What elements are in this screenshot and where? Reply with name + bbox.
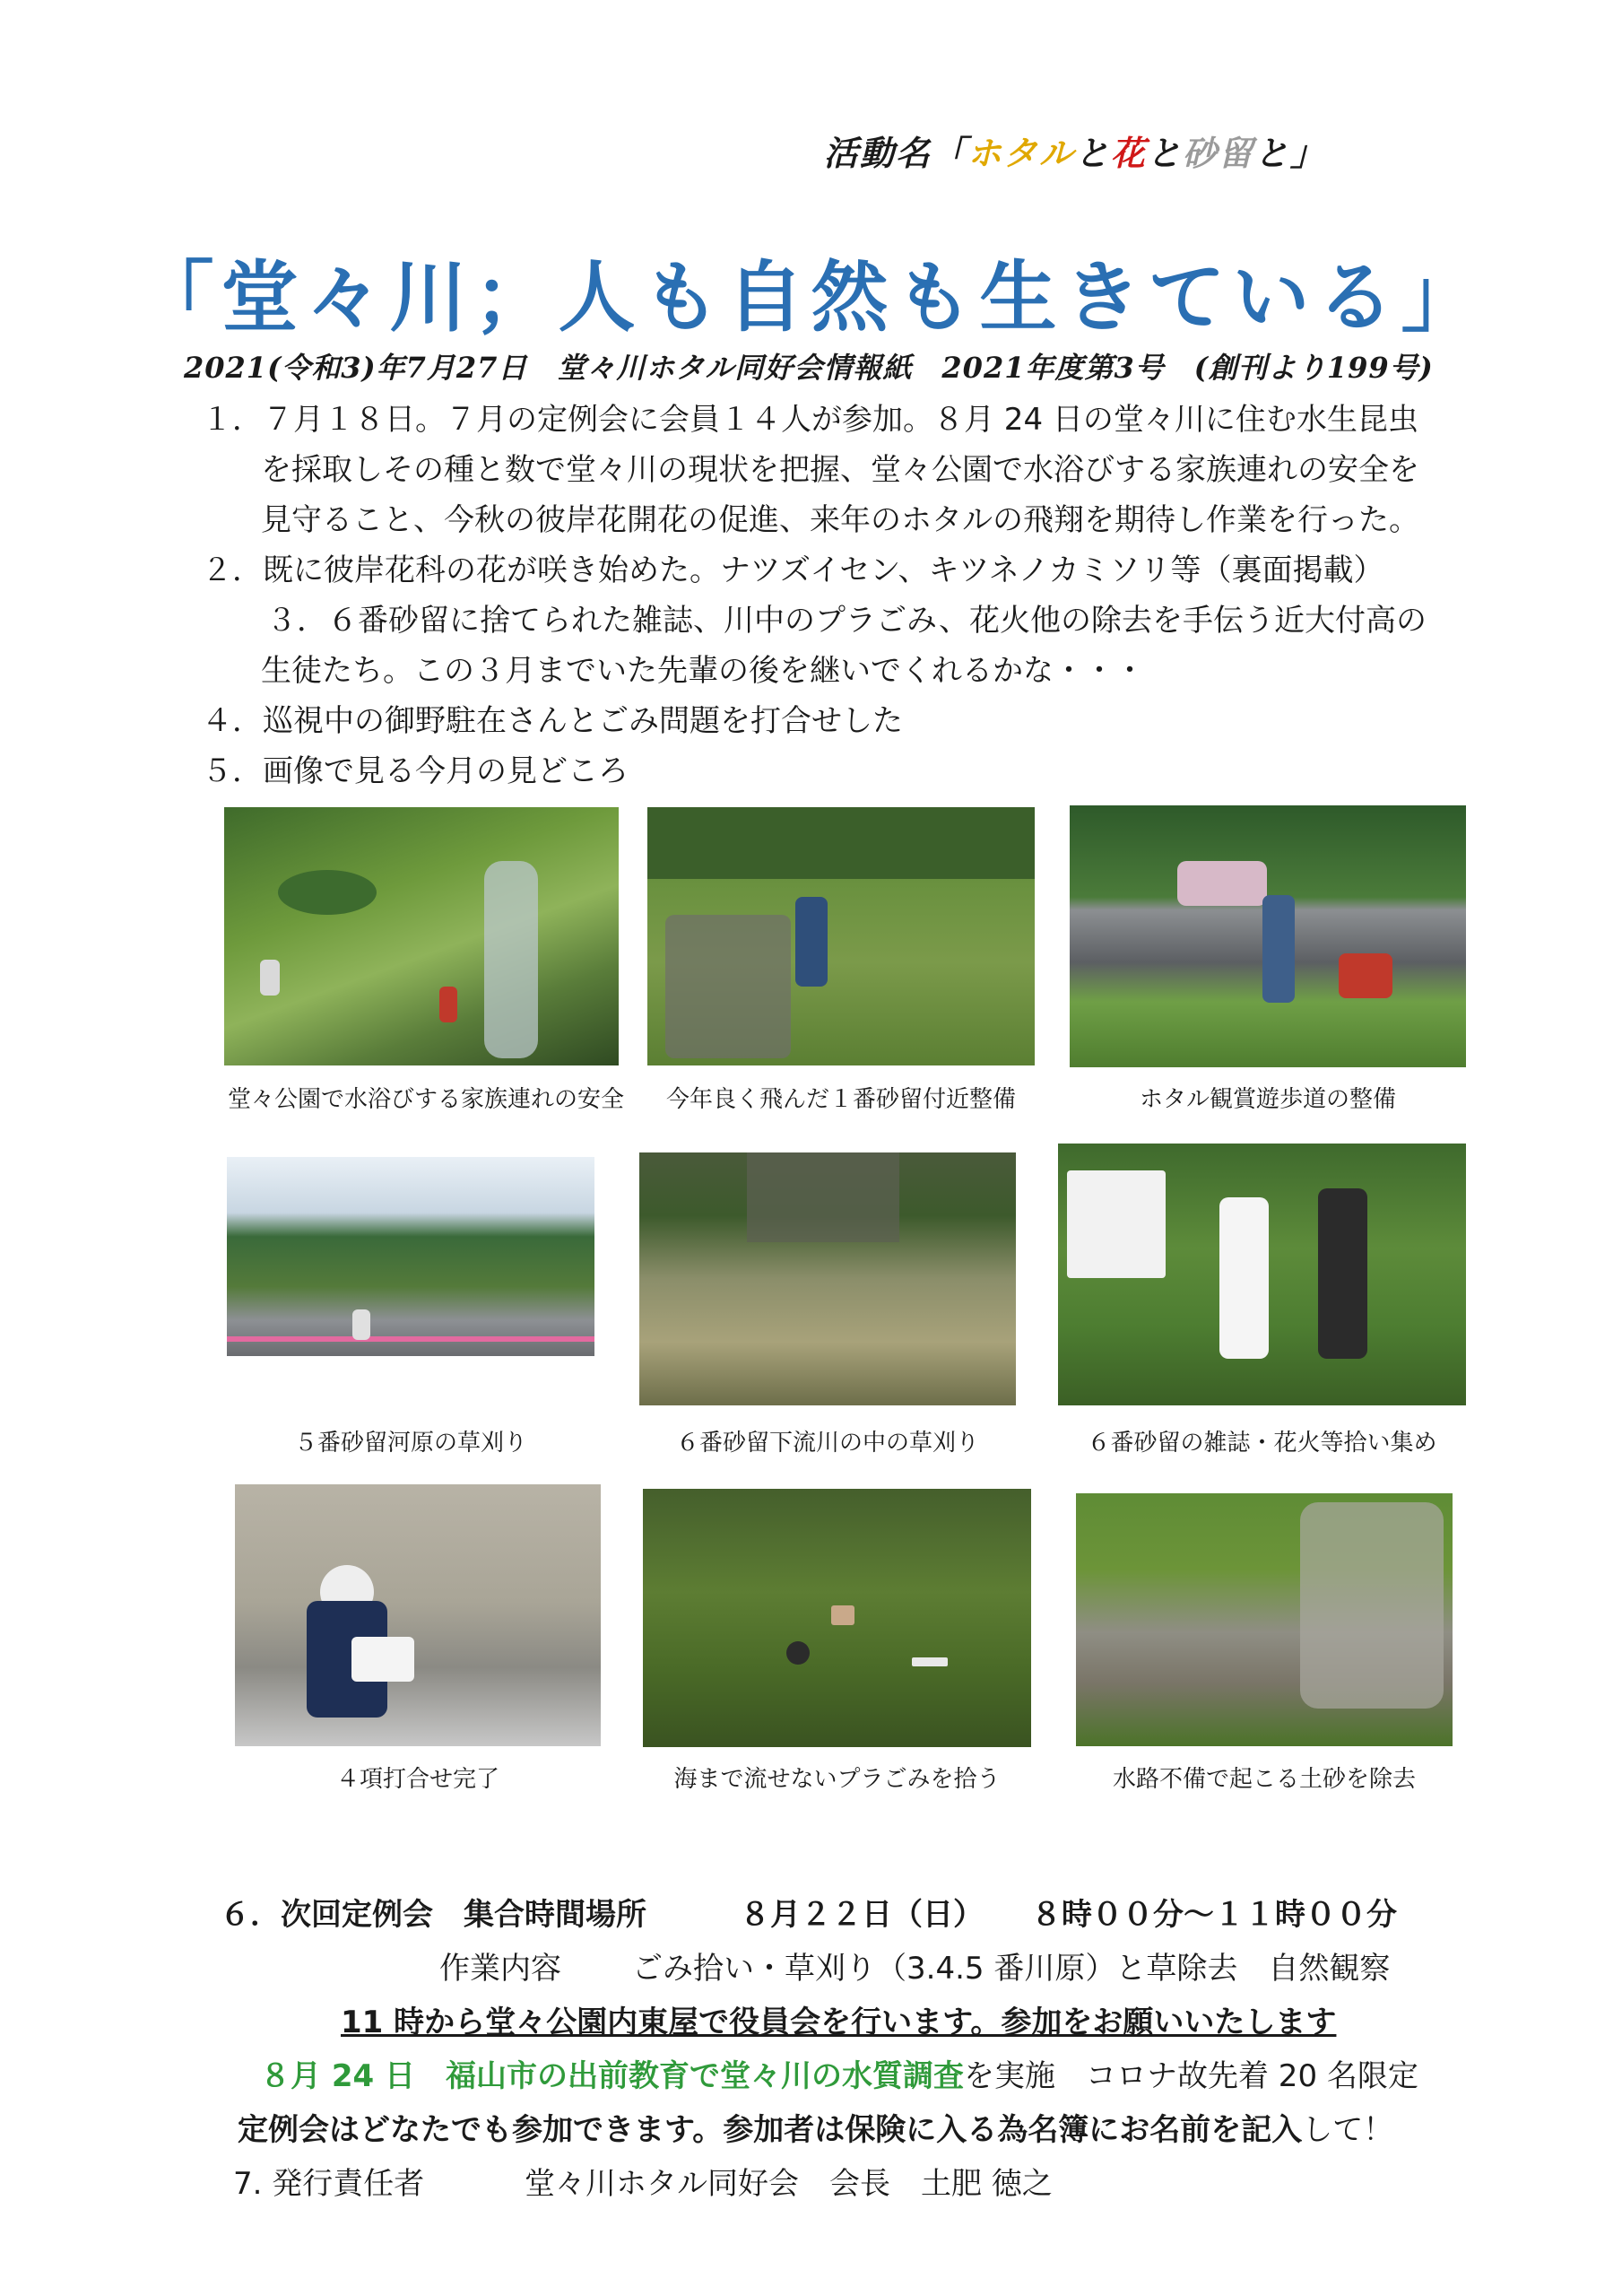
activity-hotaru: ホタル <box>967 133 1075 173</box>
photo-sabo1-maintenance <box>647 807 1035 1065</box>
photo-sediment-removal <box>1076 1493 1453 1746</box>
photo-caption: ６番砂留の雑誌・花火等拾い集め <box>1087 1430 1437 1457</box>
item-3-line-2: 生徒たち。この３月までいた先輩の後を継いでくれるかな・・・ <box>261 653 1145 689</box>
work-detail: ごみ拾い・草刈り（3.4.5 番川原）と草除去 自然観察 <box>632 1951 1391 1987</box>
photo-caption: 今年良く飛んだ１番砂留付近整備 <box>665 1086 1016 1113</box>
photo-caption: 水路不備で起こる土砂を除去 <box>1112 1766 1416 1793</box>
issue-line: 2021(令和3)年7月27日 堂々川ホタル同好会情報紙 2021年度第3号 (創刊より199号) <box>184 351 1434 385</box>
publisher-label: 7. 発行責任者 <box>233 2166 425 2202</box>
activity-sabo: 砂留 <box>1182 133 1254 173</box>
photo-sabo6-trash-pickup <box>1058 1144 1466 1405</box>
survey-notice-highlight: ８月 24 日 福山市の出前教育で堂々川の水質調査 <box>260 2058 964 2094</box>
page-title: 「堂々川；人も自然も生きている」 <box>136 253 1486 343</box>
item-1-line-3: 見守ること、今秋の彼岸花開花の促進、来年のホタルの飛翔を期待し作業を行った。 <box>261 502 1419 538</box>
survey-notice-rest: を実施 コロナ故先着 20 名限定 <box>964 2058 1418 2094</box>
activity-suffix: 」 <box>1289 133 1326 173</box>
activity-prefix: 活動名「 <box>823 133 967 173</box>
photo-caption: 堂々公園で水浴びする家族連れの安全 <box>227 1086 624 1113</box>
photo-sabo5-mowing <box>227 1157 594 1356</box>
photo-caption: ５番砂留河原の草刈り <box>293 1430 527 1457</box>
item-1-line-1: １．７月１８日。７月の定例会に会員１４人が参加。８月 24 日の堂々川に住む水生昆虫 <box>202 402 1418 438</box>
photo-walkway-maintenance <box>1070 805 1466 1067</box>
board-meeting-notice: 11 時から堂々公園内東屋で役員会を行います。参加をお願いいたします <box>341 2005 1337 2040</box>
photo-plastic-pickup <box>643 1489 1031 1747</box>
activity-name <box>824 126 1326 175</box>
activity-hana: 花 <box>1110 133 1147 173</box>
next-meeting-date: ８月２２日（日） <box>740 1897 984 1933</box>
activity-to: と <box>1253 133 1290 173</box>
open-participation-tail: して！ <box>1302 2112 1394 2148</box>
work-label: 作業内容 <box>439 1951 561 1987</box>
publisher-org: 堂々川ホタル同好会 会長 土肥 徳之 <box>525 2166 1053 2202</box>
item-1-line-2: を採取しその種と数で堂々川の現状を把握、堂々公園で水浴びする家族連れの安全を <box>261 452 1419 488</box>
photo-police-meeting <box>235 1484 601 1746</box>
news-items <box>202 395 1529 796</box>
open-participation-notice: 定例会はどなたでも参加できます。参加者は保険に入る為名簿にお名前を記入 <box>238 2112 1303 2148</box>
next-meeting <box>220 1888 1529 2211</box>
item-2: ２．既に彼岸花科の花が咲き始めた。ナツズイセン、キツネノカミソリ等（裏面掲載） <box>202 552 1384 588</box>
item-3-line-1: ３．６番砂留に捨てられた雑誌、川中のプラごみ、花火他の除去を手伝う近大付高の <box>266 603 1427 639</box>
photo-caption: ４項打合せ完了 <box>335 1766 499 1793</box>
item-5: ５．画像で見る今月の見どころ <box>202 753 629 789</box>
photo-caption: ６番砂留下流川の中の草刈り <box>675 1430 979 1457</box>
activity-to: と <box>1074 133 1111 173</box>
item-4: ４．巡視中の御野駐在さんとごみ問題を打合せした <box>202 703 903 739</box>
next-meeting-label: ６．次回定例会 集合時間場所 <box>220 1897 646 1933</box>
activity-to: と <box>1146 133 1183 173</box>
next-meeting-time: ８時００分～１１時００分 <box>1031 1897 1397 1933</box>
photo-caption: 海まで流せないプラごみを拾う <box>673 1766 1001 1793</box>
photo-park-stream <box>224 807 619 1065</box>
photo-sabo6-river-mowing <box>639 1152 1016 1405</box>
photo-caption: ホタル観賞遊歩道の整備 <box>1139 1086 1396 1113</box>
